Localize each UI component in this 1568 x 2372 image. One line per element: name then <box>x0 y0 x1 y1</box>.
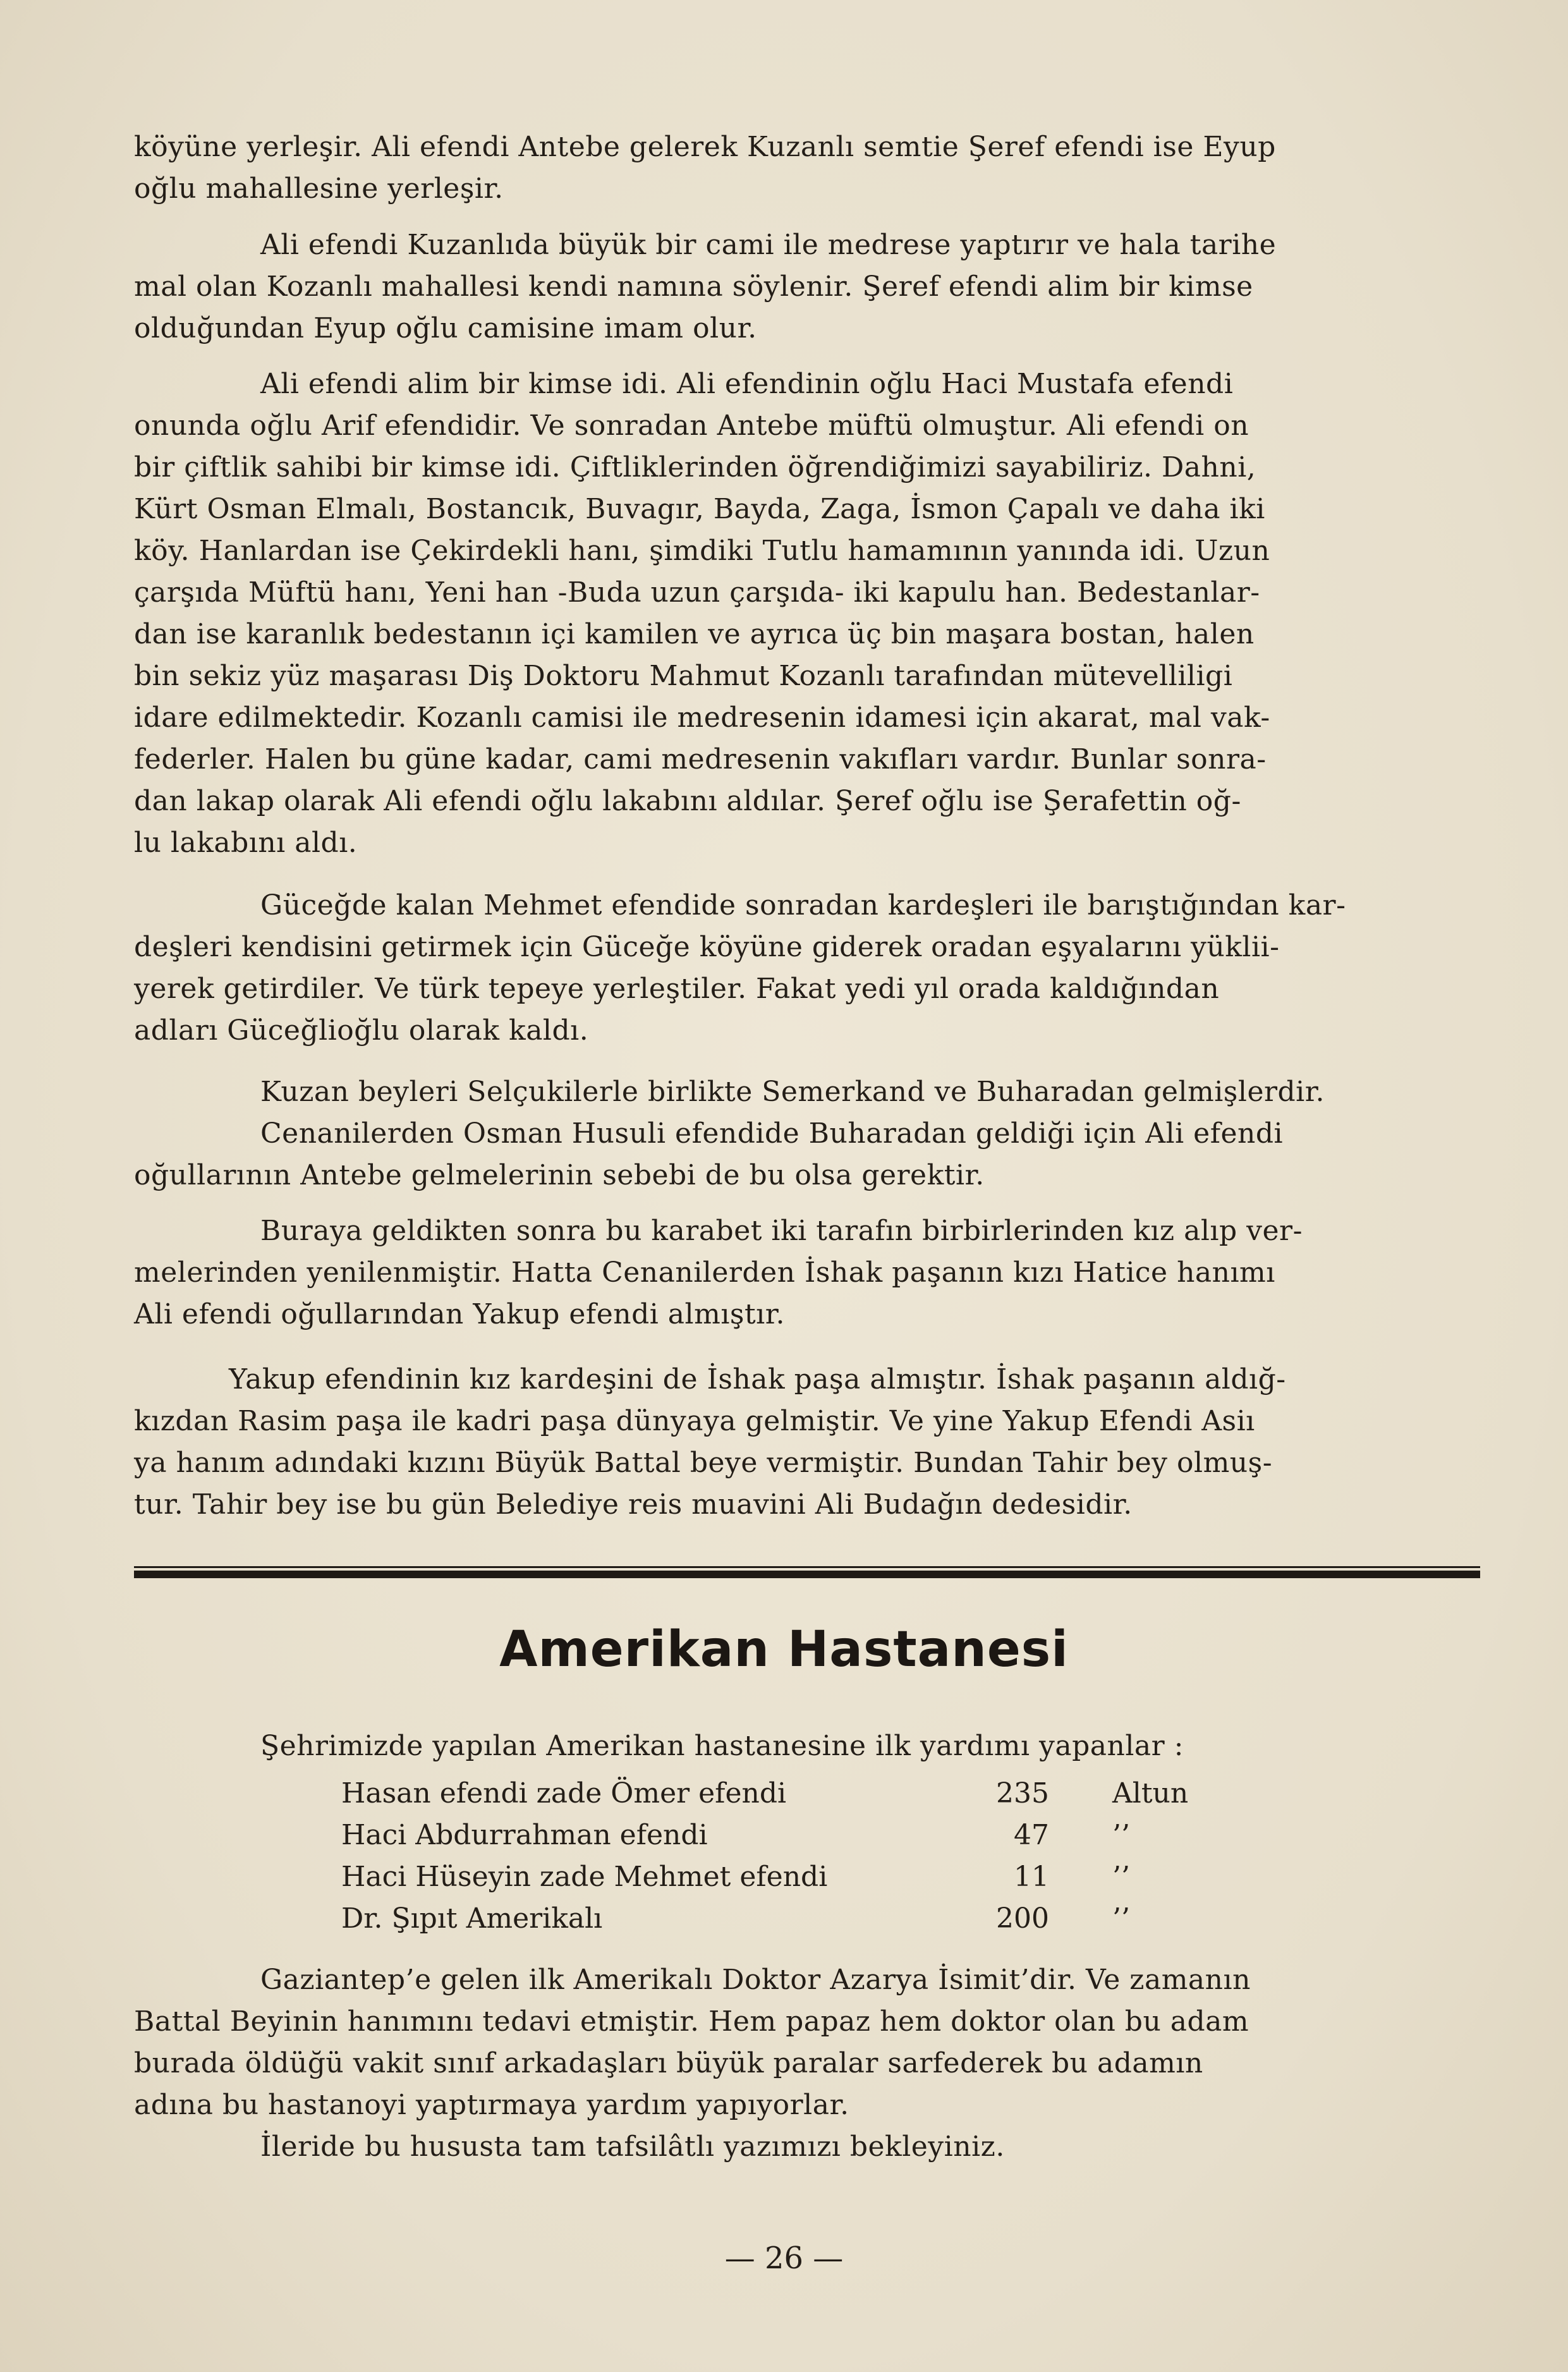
text-line: onunda oğlu Arif efendidir. Ve sonradan Antebe müftü olmuştur. Ali efendi on <box>134 410 1249 442</box>
text-line: olduğundan Eyup oğlu camisine imam olur. <box>134 312 757 344</box>
text-line: kızdan Rasim paşa ile kadri paşa dünyaya gelmiştir. Ve yine Yakup Efendi Asiı <box>134 1405 1255 1437</box>
text-line: tur. Tahir bey ise bu gün Belediye reis muavini Ali Budağın dedesidir. <box>134 1488 1133 1521</box>
intro-line: Şehrimizde yapılan Amerikan hastanesine ilk yardımı yapanlar : <box>260 1730 1184 1762</box>
text-line: köy. Hanlardan ise Çekirdekli hanı, şimdiki Tutlu hamamının yanında idi. Uzun <box>134 535 1270 567</box>
donor-name: Haci Abdurrahman efendi <box>341 1819 708 1851</box>
donor-name: Haci Hüseyin zade Mehmet efendi <box>341 1861 828 1893</box>
text-line: çarşıda Müftü hanı, Yeni han -Buda uzun çarşıda- iki kapulu han. Bedestanlar- <box>134 576 1260 609</box>
donor-currency: Altun <box>1112 1777 1189 1809</box>
donor-amount: 235 <box>996 1777 1049 1809</box>
text-line: Kürt Osman Elmalı, Bostancık, Buvagır, Bayda, Zaga, İsmon Çapalı ve daha iki <box>134 493 1265 525</box>
donor-amount: 200 <box>996 1902 1049 1935</box>
paragraph-7 <box>134 1359 1480 1526</box>
page-number: — 26 — <box>724 2241 844 2276</box>
text-line: Ali efendi oğullarından Yakup efendi almıştır. <box>134 1298 785 1330</box>
donor-currency: ’’ <box>1112 1819 1130 1851</box>
paragraph-3 <box>134 363 1480 864</box>
text-line: Kuzan beyleri Selçukilerle birlikte Semerkand ve Buharadan gelmişlerdir. <box>260 1076 1325 1108</box>
paragraph-6 <box>134 1210 1480 1335</box>
text-line: yerek getirdiler. Ve türk tepeye yerleştiler. Fakat yedi yıl orada kaldığından <box>134 973 1220 1005</box>
text-line: Ali efendi Kuzanlıda büyük bir cami ile medrese yaptırır ve hala tarihe <box>260 229 1277 261</box>
table-row <box>341 1773 1239 1815</box>
text-line: Cenanilerden Osman Husuli efendide Buharadan geldiği için Ali efendi <box>260 1117 1284 1150</box>
table-row <box>341 1815 1239 1856</box>
text-line: dan lakap olarak Ali efendi oğlu lakabını aldılar. Şeref oğlu ise Şerafettin oğ- <box>134 785 1241 817</box>
text-line: melerinden yenilenmiştir. Hatta Cenanilerden İshak paşanın kızı Hatice hanımı <box>134 1256 1275 1289</box>
divider-thin <box>134 1566 1480 1568</box>
closing-line: İleride bu hususta tam tafsilâtlı yazımızı bekleyiniz. <box>260 2131 1005 2163</box>
text-line: Buraya geldikten sonra bu karabet iki tarafın birbirlerinden kız alıp ver- <box>260 1215 1303 1247</box>
section-heading: Amerikan Hastanesi <box>499 1621 1069 1678</box>
text-line: federler. Halen bu güne kadar, cami medresenin vakıfları vardır. Bunlar sonra- <box>134 743 1267 775</box>
text-line: Ali efendi alim bir kimse idi. Ali efendinin oğlu Haci Mustafa efendi <box>260 368 1234 400</box>
donor-currency: ’’ <box>1112 1902 1130 1935</box>
paragraph-8 <box>134 1959 1480 2168</box>
text-line: deşleri kendisini getirmek için Güceğe köyüne giderek oradan eşyalarını yüklii- <box>134 931 1280 963</box>
paragraph-1 <box>134 126 1480 210</box>
donor-list <box>341 1773 1239 1940</box>
paragraph-5 <box>134 1071 1480 1196</box>
donor-amount: 47 <box>1014 1819 1049 1851</box>
donor-name: Dr. Şıpıt Amerikalı <box>341 1902 603 1935</box>
table-row <box>341 1898 1239 1940</box>
donor-amount: 11 <box>1014 1861 1049 1893</box>
text-line: oğullarının Antebe gelmelerinin sebebi de bu olsa gerektir. <box>134 1159 985 1191</box>
text-line: idare edilmektedir. Kozanlı camisi ile medresenin idamesi için akarat, mal vak- <box>134 702 1270 734</box>
table-row <box>341 1856 1239 1898</box>
text-line: Yakup efendinin kız kardeşini de İshak paşa almıştır. İshak paşanın aldığ- <box>229 1363 1286 1396</box>
text-line: dan ise karanlık bedestanın içi kamilen ve ayrıca üç bin maşara bostan, halen <box>134 618 1255 650</box>
text-line: burada öldüğü vakit sınıf arkadaşları büyük paralar sarfederek bu adamın <box>134 2047 1203 2079</box>
text-line: adları Güceğlioğlu olarak kaldı. <box>134 1014 589 1047</box>
text-line: ya hanım adındaki kızını Büyük Battal beye vermiştir. Bundan Tahir bey olmuş- <box>134 1447 1273 1479</box>
text-line: lu lakabını aldı. <box>134 827 358 859</box>
text-line: Güceğde kalan Mehmet efendide sonradan kardeşleri ile barıştığından kar- <box>260 889 1346 921</box>
text-line: Battal Beyinin hanımını tedavi etmiştir. Hem papaz hem doktor olan bu adam <box>134 2005 1249 2038</box>
paragraph-2 <box>134 224 1480 350</box>
text-line: oğlu mahallesine yerleşir. <box>134 173 504 205</box>
paragraph-4 <box>134 885 1480 1052</box>
text-line: mal olan Kozanlı mahallesi kendi namına söylenir. Şeref efendi alim bir kimse <box>134 271 1253 303</box>
text-line: adına bu hastanoyi yaptırmaya yardım yapıyorlar. <box>134 2089 849 2121</box>
text-line: bin sekiz yüz maşarası Diş Doktoru Mahmut Kozanlı tarafından mütevelliligi <box>134 660 1233 692</box>
donor-currency: ’’ <box>1112 1861 1130 1893</box>
text-line: bir çiftlik sahibi bir kimse idi. Çiftliklerinden öğrendiğimizi sayabiliriz. Dahni, <box>134 451 1256 484</box>
intro <box>134 1725 1480 1767</box>
text-line: köyüne yerleşir. Ali efendi Antebe gelerek Kuzanlı semtie Şeref efendi ise Eyup <box>134 131 1276 163</box>
divider <box>134 1571 1480 1578</box>
donor-name: Hasan efendi zade Ömer efendi <box>341 1777 787 1809</box>
text-line: Gaziantep’e gelen ilk Amerikalı Doktor Azarya İsimit’dir. Ve zamanın <box>260 1964 1251 1996</box>
